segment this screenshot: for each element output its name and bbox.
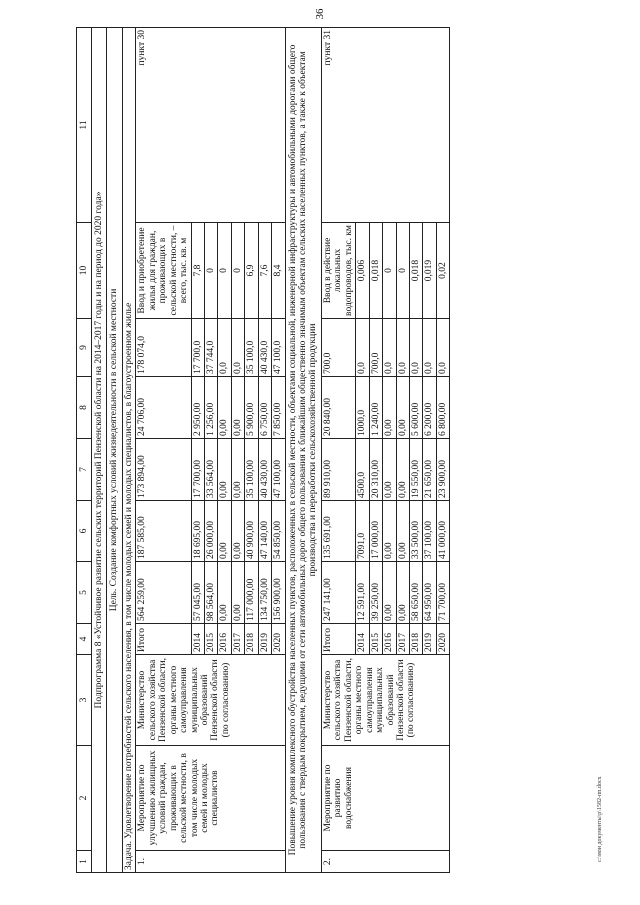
header-cell: 1 — [77, 851, 92, 873]
indicator-value-cell: 7,8 — [191, 223, 204, 319]
year-cell: 2017 — [231, 624, 244, 655]
value-cell: 17 700,0 — [191, 319, 204, 377]
value-cell: 17 700,00 — [191, 439, 204, 501]
task2-row — [285, 28, 321, 873]
value-cell: 47 100,0 — [272, 319, 285, 377]
header-cell: 6 — [77, 501, 92, 562]
measure-name: Мероприятие по развитию водоснабжения — [321, 746, 449, 851]
header-row — [77, 28, 92, 873]
value-cell: 0,0 — [436, 319, 449, 377]
header-cell: 2 — [77, 746, 92, 851]
goal-text: Цель. Создание комфортных условий жизнедеятельности в сельской местности — [107, 28, 122, 873]
executor-cell: Министерство сельского хозяйства Пензенской области, органы местного самоуправления муниципальных образований Пензенской области (по согласованию) — [321, 655, 449, 746]
value-cell: 0,0 — [396, 319, 409, 377]
footer-path: c:\мои документы\р\1582-пп.docx — [597, 776, 603, 862]
value-cell: 47 100,00 — [272, 439, 285, 501]
indicator-value-cell: 0,019 — [423, 223, 436, 319]
value-cell: 54 850,00 — [272, 501, 285, 562]
value-cell: 6 750,00 — [258, 377, 271, 439]
year-cell: 2015 — [369, 624, 382, 655]
note-cell: пункт 31 — [321, 28, 449, 223]
value-cell: 6 800,00 — [436, 377, 449, 439]
value-cell: 12 591,00 — [356, 562, 369, 624]
indicator-cell: Ввод в действие локальных водопроводов, тыс. км — [321, 223, 355, 319]
task2-text: Повышение уровня комплексного обустройства населенных пунктов, расположенных в сельской местности, объектами социальной, инженерной инфраструктуры и автомобильными дорогами общего пользования с твердым покрытием, ведущими от сети автомобильных дорог общего пользования к ближайшим общественно значимым объектам сельских населенных пунктов, а также к объектам производства и переработки сельскохозяйственной продукции — [285, 28, 321, 873]
value-cell: 0,00 — [383, 501, 396, 562]
value-cell: 7091,0 — [356, 501, 369, 562]
indicator-value-cell: 7,6 — [258, 223, 271, 319]
value-cell: 0,0 — [409, 319, 422, 377]
measure-number: 1. — [136, 851, 285, 873]
value-cell: 2 950,00 — [191, 377, 204, 439]
value-cell: 0,00 — [231, 562, 244, 624]
indicator-value-cell: 8,4 — [272, 223, 285, 319]
value-cell: 40 430,00 — [258, 439, 271, 501]
value-cell: 20 310,00 — [369, 439, 382, 501]
goal-row — [107, 28, 122, 873]
value-cell: 41 000,00 — [436, 501, 449, 562]
subprogram-row — [92, 28, 107, 873]
value-cell: 0,00 — [383, 377, 396, 439]
rotated-table-wrapper — [76, 28, 600, 873]
year-cell: 2016 — [383, 624, 396, 655]
value-cell: 5 900,00 — [245, 377, 258, 439]
value-cell: 6 200,00 — [423, 377, 436, 439]
indicator-value-cell: 0 — [218, 223, 231, 319]
value-cell: 700,0 — [369, 319, 382, 377]
value-cell: 47 140,00 — [258, 501, 271, 562]
value-cell: 0,00 — [396, 439, 409, 501]
year-cell: 2018 — [409, 624, 422, 655]
value-cell: 64 950,00 — [423, 562, 436, 624]
year-cell: 2019 — [423, 624, 436, 655]
table-row — [321, 28, 355, 873]
note-cell: пункт 30 — [136, 28, 285, 223]
value-cell: 98 564,00 — [204, 562, 217, 624]
value-cell: 33 500,00 — [409, 501, 422, 562]
value-cell: 26 000,00 — [204, 501, 217, 562]
value-cell: 0,00 — [231, 377, 244, 439]
value-cell: 37 100,00 — [423, 501, 436, 562]
value-cell: 33 564,00 — [204, 439, 217, 501]
measure-name: Мероприятие по улучшению жилищных условий граждан, проживающих в сельской местности, в том числе молодых семей и молодых специалистов — [136, 746, 285, 851]
value-cell: 40 430,0 — [258, 319, 271, 377]
value-cell: 37 744,0 — [204, 319, 217, 377]
value-cell: 17 000,00 — [369, 501, 382, 562]
value-cell: 0,00 — [231, 439, 244, 501]
value-cell: 700,0 — [321, 319, 355, 377]
task-text: Задача. Удовлетворение потребностей сельского населения, в том числе молодых семей и молодых специалистов, в благоустроенном жилье — [122, 28, 135, 873]
indicator-value-cell: 0 — [396, 223, 409, 319]
value-cell: 39 250,00 — [369, 562, 382, 624]
value-cell: 58 650,00 — [409, 562, 422, 624]
header-cell: 5 — [77, 562, 92, 624]
value-cell: 19 550,00 — [409, 439, 422, 501]
value-cell: 7 850,00 — [272, 377, 285, 439]
value-cell: 0,0 — [356, 319, 369, 377]
value-cell: 0,00 — [396, 501, 409, 562]
value-cell: 134 750,00 — [258, 562, 271, 624]
value-cell: 0,00 — [218, 501, 231, 562]
year-cell: Итого — [136, 624, 191, 655]
value-cell: 71 700,00 — [436, 562, 449, 624]
header-cell: 7 — [77, 439, 92, 501]
value-cell: 156 900,00 — [272, 562, 285, 624]
value-cell: 0,0 — [423, 319, 436, 377]
page-number: 36 — [314, 8, 326, 20]
header-cell: 4 — [77, 624, 92, 655]
value-cell: 23 900,00 — [436, 439, 449, 501]
value-cell: 40 900,00 — [245, 501, 258, 562]
year-cell: 2014 — [356, 624, 369, 655]
indicator-value-cell: 0 — [231, 223, 244, 319]
subprogram-title: Подпрограмма 8 «Устойчивое развитие сельских территорий Пензенской области на 2014–2017 годы и на период до 2020 года» — [92, 28, 107, 873]
table-row — [136, 28, 191, 873]
header-cell: 9 — [77, 319, 92, 377]
value-cell: 135 691,00 — [321, 501, 355, 562]
indicator-cell: Ввод и приобретение жилья для граждан, проживающих в сельской местности, –всего, тыс. кв. м — [136, 223, 191, 319]
indicator-value-cell: 0,018 — [369, 223, 382, 319]
value-cell: 0,00 — [396, 562, 409, 624]
value-cell: 173 894,00 — [136, 439, 191, 501]
indicator-value-cell: 0,02 — [436, 223, 449, 319]
header-cell: 10 — [77, 223, 92, 319]
program-table — [76, 27, 450, 873]
task-row — [122, 28, 135, 873]
measure-number: 2. — [321, 851, 449, 873]
header-cell: 8 — [77, 377, 92, 439]
value-cell: 564 259,00 — [136, 562, 191, 624]
value-cell: 117 000,00 — [245, 562, 258, 624]
header-cell: 11 — [77, 28, 92, 223]
year-cell: 2018 — [245, 624, 258, 655]
year-cell: Итого — [321, 624, 355, 655]
indicator-value-cell: 0 — [204, 223, 217, 319]
value-cell: 20 840,00 — [321, 377, 355, 439]
year-cell: 2015 — [204, 624, 217, 655]
value-cell: 57 045,00 — [191, 562, 204, 624]
year-cell: 2016 — [218, 624, 231, 655]
value-cell: 18 695,00 — [191, 501, 204, 562]
value-cell: 1000,0 — [356, 377, 369, 439]
value-cell: 1 240,00 — [369, 377, 382, 439]
value-cell: 0,00 — [396, 377, 409, 439]
value-cell: 0,00 — [383, 439, 396, 501]
indicator-value-cell: 0,006 — [356, 223, 369, 319]
value-cell: 89 910,00 — [321, 439, 355, 501]
value-cell: 1 256,00 — [204, 377, 217, 439]
year-cell: 2019 — [258, 624, 271, 655]
header-cell: 3 — [77, 655, 92, 746]
year-cell: 2020 — [436, 624, 449, 655]
table-body — [77, 28, 450, 873]
value-cell: 0,0 — [231, 319, 244, 377]
value-cell: 0,00 — [231, 501, 244, 562]
value-cell: 178 074,0 — [136, 319, 191, 377]
value-cell: 0,00 — [383, 562, 396, 624]
value-cell: 0,0 — [383, 319, 396, 377]
value-cell: 4500,0 — [356, 439, 369, 501]
indicator-value-cell: 0,018 — [409, 223, 422, 319]
year-cell: 2017 — [396, 624, 409, 655]
indicator-value-cell: 0 — [383, 223, 396, 319]
value-cell: 187 585,00 — [136, 501, 191, 562]
value-cell: 247 141,00 — [321, 562, 355, 624]
value-cell: 35 100,00 — [245, 439, 258, 501]
value-cell: 35 100,0 — [245, 319, 258, 377]
value-cell: 0,00 — [218, 439, 231, 501]
value-cell: 0,0 — [218, 319, 231, 377]
executor-cell: Министерство сельского хозяйства Пензенской области, органы местного самоуправления муниципальных образований Пензенской области (по согласованию) — [136, 655, 285, 746]
value-cell: 5 600,00 — [409, 377, 422, 439]
year-cell: 2020 — [272, 624, 285, 655]
value-cell: 24 706,00 — [136, 377, 191, 439]
value-cell: 0,00 — [218, 377, 231, 439]
value-cell: 0,00 — [218, 562, 231, 624]
year-cell: 2014 — [191, 624, 204, 655]
indicator-value-cell: 6,9 — [245, 223, 258, 319]
value-cell: 21 650,00 — [423, 439, 436, 501]
